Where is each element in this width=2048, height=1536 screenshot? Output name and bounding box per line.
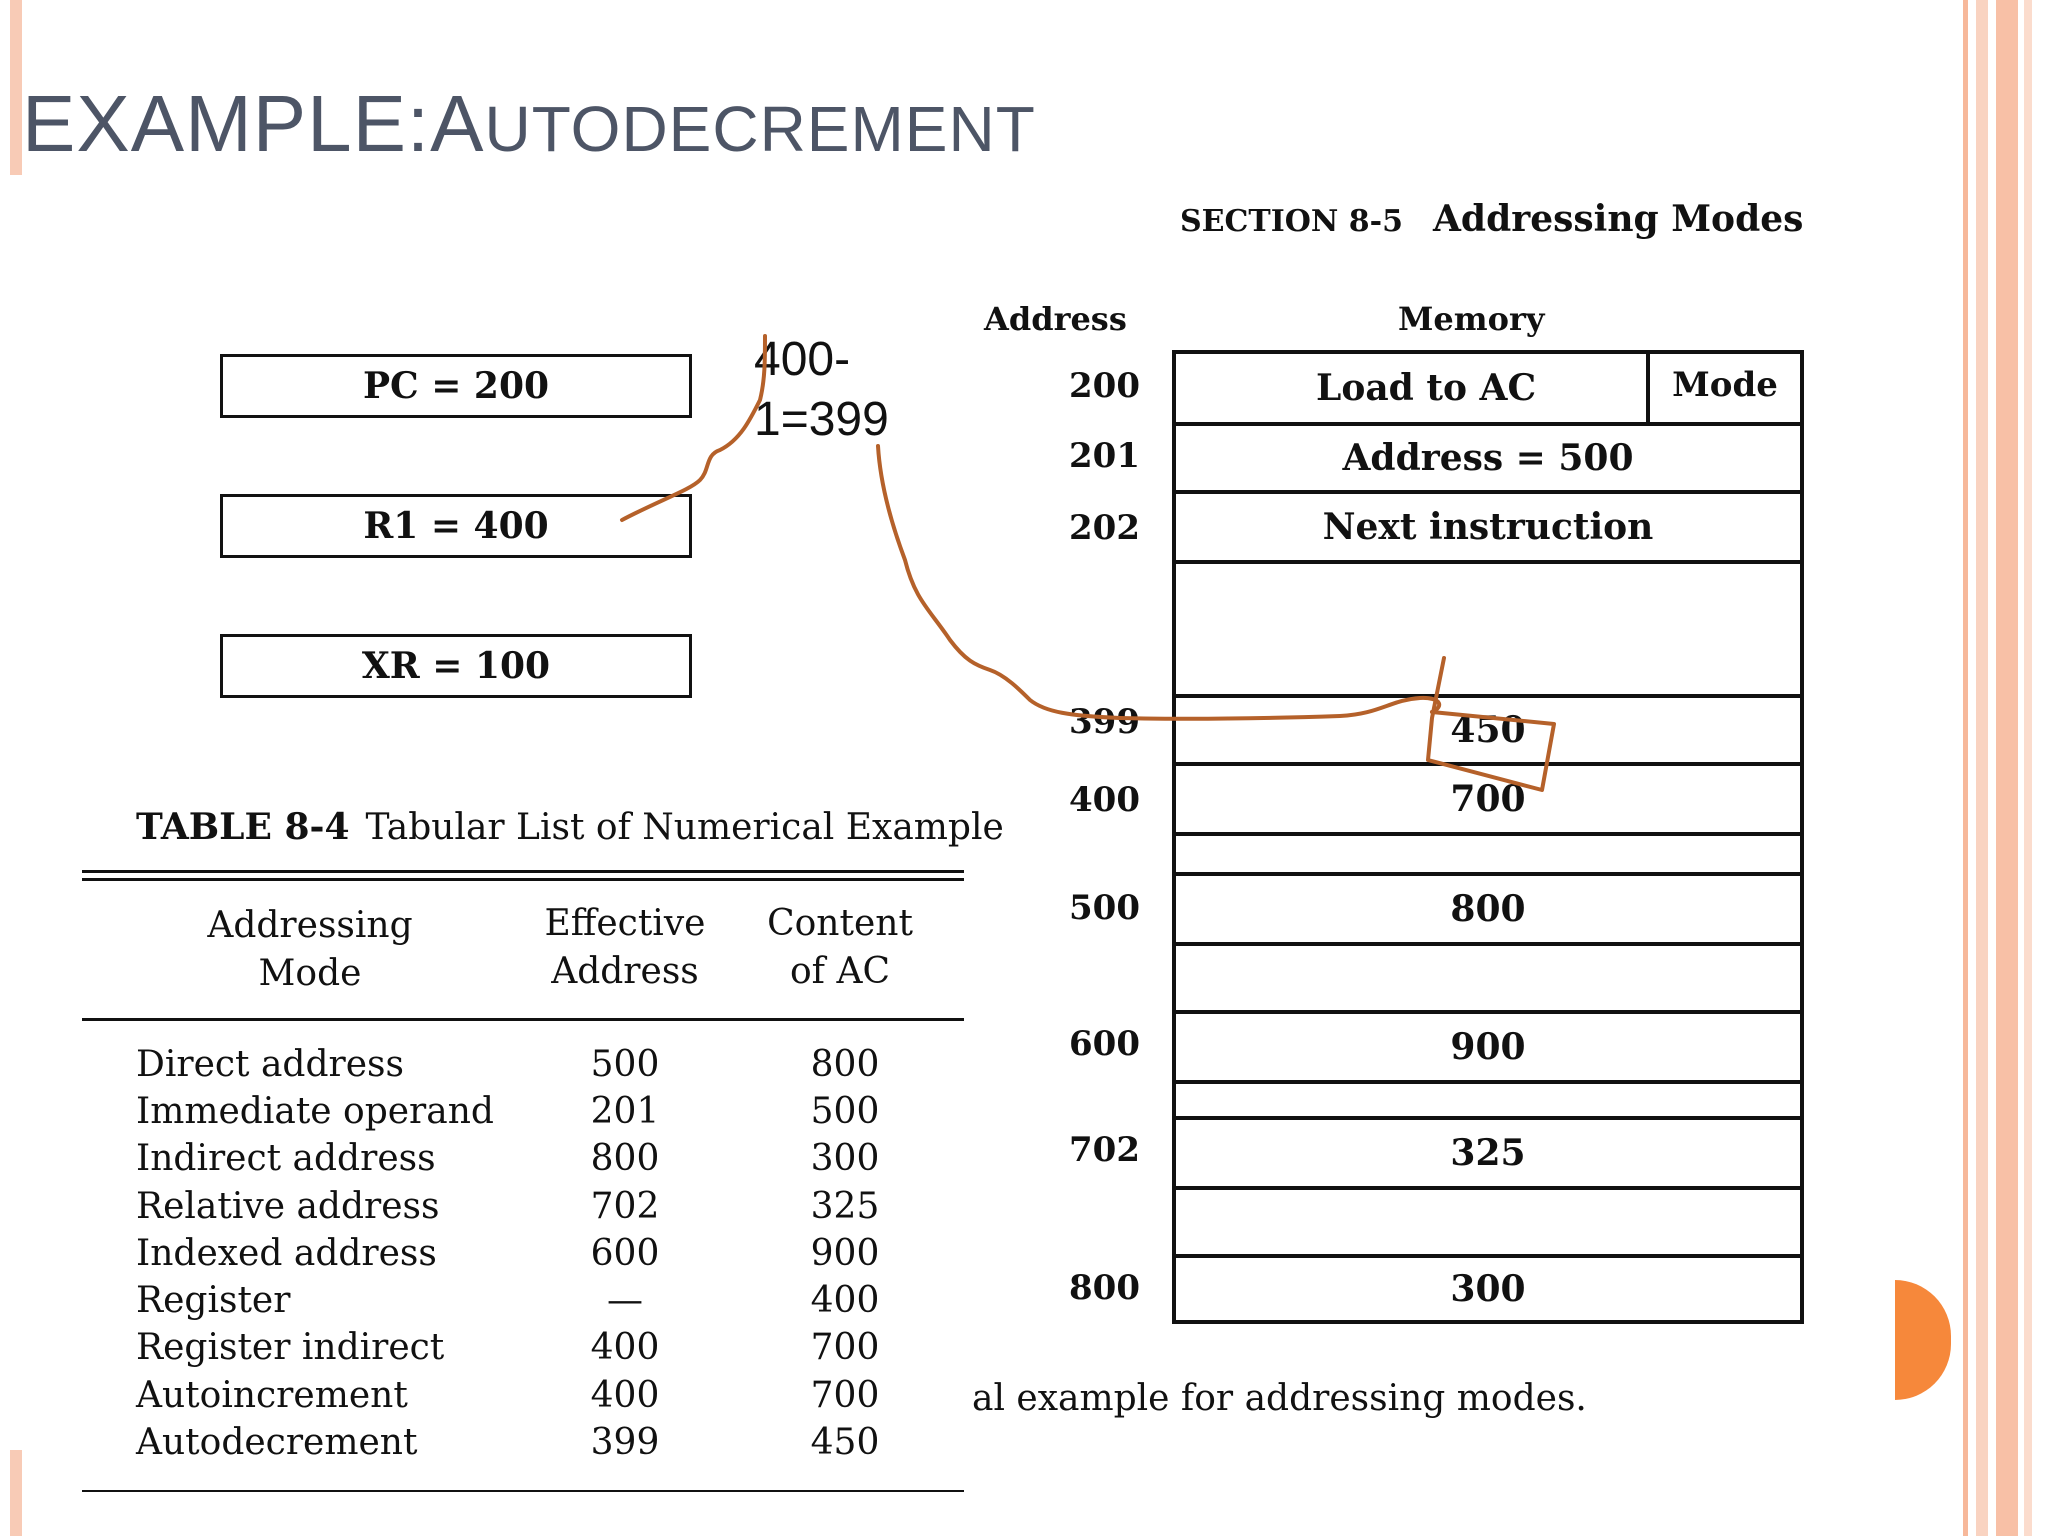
memory-cell: 300 (1172, 1254, 1804, 1320)
table-row-mode: Indirect address (136, 1138, 436, 1179)
title-part-3: UTODECREMENT (484, 93, 1036, 165)
table-row-mode: Register indirect (136, 1327, 445, 1368)
memory-bottom-border (1172, 1320, 1804, 1324)
memory-address: 201 (1069, 436, 1140, 476)
memory-cell: 325 (1172, 1116, 1804, 1186)
memory-address: 702 (1069, 1130, 1140, 1170)
table-row-ac: 900 (810, 1233, 880, 1274)
header-line: Address (551, 951, 699, 992)
memory-header: Memory (1398, 300, 1545, 338)
table-row-ea: 399 (590, 1422, 660, 1463)
table-row-ea: 201 (590, 1091, 660, 1132)
section-title: Addressing Modes (1432, 198, 1804, 240)
memory-cell (1172, 832, 1804, 872)
section-heading (1180, 198, 1803, 240)
left-accent-bar-top (10, 0, 22, 175)
table-row-ac: 700 (810, 1327, 880, 1368)
header-line: Mode (258, 953, 362, 994)
table-top-rule (82, 870, 964, 873)
header-line: Effective (544, 903, 706, 944)
memory-address: 200 (1069, 366, 1140, 406)
orange-half-circle-decoration (1895, 1280, 1951, 1400)
memory-cell: 450 (1172, 694, 1804, 762)
memory-address: 600 (1069, 1024, 1140, 1064)
table-row-mode: Autodecrement (136, 1422, 418, 1463)
memory-address: 500 (1069, 888, 1140, 928)
memory-cell (1172, 560, 1804, 694)
table-bottom-rule (82, 1490, 964, 1492)
memory-cell: 900 (1172, 1010, 1804, 1080)
table-caption (136, 806, 1004, 848)
memory-cell: Next instruction (1172, 490, 1804, 560)
table-row-mode: Immediate operand (136, 1091, 494, 1132)
table-row-mode: Autoincrement (136, 1375, 408, 1416)
header-line: Addressing (207, 905, 413, 946)
right-accent-stripe (1963, 0, 1968, 1536)
table-row-ea: 800 (590, 1138, 660, 1179)
right-accent-stripe (2024, 0, 2032, 1536)
table-row-ac: 800 (810, 1044, 880, 1085)
table-row-ac: 325 (810, 1186, 880, 1227)
table-row-ac: 700 (810, 1375, 880, 1416)
header-line: Content (767, 903, 913, 944)
header-line: of AC (790, 951, 890, 992)
memory-cell (1172, 1080, 1804, 1116)
table-header-rule (82, 1018, 964, 1021)
table-row-mode: Register (136, 1280, 291, 1321)
table-top-rule (82, 878, 964, 881)
table-row-ea: 500 (590, 1044, 660, 1085)
right-accent-stripe (1976, 0, 1988, 1536)
section-number: SECTION 8-5 (1180, 204, 1403, 239)
table-row-ac: 400 (810, 1280, 880, 1321)
memory-mode-label: Mode (1672, 365, 1778, 405)
table-row-ea: 400 (590, 1375, 660, 1416)
table-row-ea: 600 (590, 1233, 660, 1274)
memory-cell: 700 (1172, 762, 1804, 832)
memory-cell: Address = 500 (1172, 422, 1804, 490)
table-row-mode: Indexed address (136, 1233, 437, 1274)
table-title: Tabular List of Numerical Example (365, 807, 1004, 848)
memory-cell-content: Load to AC (1316, 367, 1537, 409)
left-accent-bar-bottom (10, 1450, 22, 1536)
annotation-line-2: 1=399 (754, 393, 889, 446)
memory-cell (1172, 942, 1804, 1010)
table-row-mode: Relative address (136, 1186, 440, 1227)
register-r1: R1 = 400 (220, 494, 692, 558)
memory-cell: 800 (1172, 872, 1804, 942)
table-row-mode: Direct address (136, 1044, 404, 1085)
table-header-mode (190, 902, 430, 998)
table-header-effective-address (530, 900, 720, 996)
table-row-ac: 500 (810, 1091, 880, 1132)
title-part-2: A (430, 79, 485, 168)
memory-address: 800 (1069, 1268, 1140, 1308)
table-header-content-ac (750, 900, 930, 996)
title-part-1: EXAMPLE: (22, 79, 431, 168)
memory-address: 400 (1069, 780, 1140, 820)
table-row-ea: 702 (590, 1186, 660, 1227)
memory-address: 399 (1069, 702, 1140, 742)
right-accent-stripe (1996, 0, 2018, 1536)
memory-address: 202 (1069, 508, 1140, 548)
memory-cell (1172, 1186, 1804, 1254)
register-pc: PC = 200 (220, 354, 692, 418)
memory-address-header: Address (984, 300, 1127, 338)
annotation-line-1: 400- (754, 333, 851, 386)
table-row-ea: — (607, 1280, 643, 1321)
table-number: TABLE 8-4 (136, 806, 350, 848)
register-xr: XR = 100 (220, 634, 692, 698)
table-row-ac: 450 (810, 1422, 880, 1463)
table-row-ac: 300 (810, 1138, 880, 1179)
table-row-ea: 400 (590, 1327, 660, 1368)
figure-caption-fragment: al example for addressing modes. (972, 1378, 1587, 1419)
slide-title (22, 78, 1036, 170)
